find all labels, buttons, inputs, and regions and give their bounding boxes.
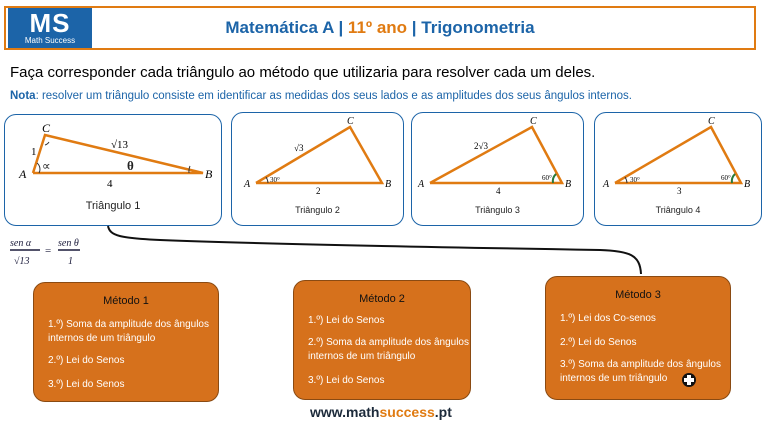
method-box-3[interactable] (545, 276, 731, 400)
method-step: internos de um triângulo (308, 351, 416, 362)
angle-alpha-label: ∝ (42, 159, 51, 173)
title-topic: Trigonometria (421, 18, 535, 37)
vertex-label: B (385, 179, 392, 190)
logo-ms-text: MS (29, 8, 71, 38)
method-step: 2.º) Soma da amplitude dos ângulos (308, 337, 469, 348)
method-step: 1.º) Lei dos Co-senos (560, 313, 656, 324)
site-part: www.math (310, 404, 380, 420)
note-body: : resolver um triângulo consiste em identificar as medidas dos seus lados e as amplitudes dos seus ângulos internos. (35, 90, 632, 102)
vertex-label: C (42, 121, 51, 135)
method-title: Método 1 (103, 295, 149, 307)
instruction-text: Faça corresponder cada triângulo ao método que utilizaria para resolver cada um deles. (10, 64, 596, 81)
side-label: 2√3 (474, 141, 488, 151)
title-separator: | (333, 18, 348, 37)
site-part: success (379, 404, 435, 420)
handwriting-text: = (45, 245, 52, 257)
side-label: 2 (316, 186, 321, 196)
method-step: 3.º) Soma da amplitude dos ângulos (560, 359, 721, 370)
title-year: 11º ano (347, 18, 408, 37)
vertex-label: A (244, 179, 251, 190)
handwriting-text: sen θ (58, 238, 79, 249)
side-label: √3 (294, 143, 304, 153)
side-label: 4 (496, 186, 501, 196)
triangle-label: Triângulo 1 (85, 200, 141, 212)
connector-line (108, 226, 641, 274)
handwriting-text: √13 (14, 256, 30, 267)
logo-subtitle: Math Success (24, 36, 76, 45)
title-subject: Matemática A (225, 18, 334, 37)
handwriting-text: 1 (68, 256, 73, 267)
site-part: .pt (434, 404, 452, 420)
vertex-label: A (418, 179, 425, 190)
method-step: internos de um triângulo (48, 333, 156, 344)
method-step: 1.º) Soma da amplitude dos ângulos (48, 319, 209, 330)
triangle-label: Triângulo 2 (295, 205, 340, 215)
vertex-label: A (19, 167, 27, 181)
method-step: 3.º) Lei do Senos (308, 375, 385, 386)
vertex-label: A (603, 179, 610, 190)
vertex-label: C (708, 116, 715, 127)
handwriting-text: sen α (10, 238, 32, 249)
title-separator: | (407, 18, 422, 37)
method-title: Método 3 (615, 289, 661, 301)
note-label: Nota (10, 90, 36, 102)
side-label: 3 (677, 186, 682, 196)
angle-label: 60° (542, 174, 552, 182)
side-label: 1 (31, 146, 37, 158)
method-box-1[interactable] (33, 282, 219, 402)
angle-theta-label: θ (127, 158, 134, 173)
vertex-label: B (565, 179, 572, 190)
vertex-label: C (530, 116, 537, 127)
triangle-label: Triângulo 4 (655, 205, 701, 215)
method-box-2[interactable] (293, 280, 471, 400)
method-step: 1.º) Lei do Senos (308, 315, 385, 326)
vertex-label: C (347, 116, 354, 127)
method-step: internos de um triângulo (560, 373, 668, 384)
cursor-icon (681, 372, 697, 388)
angle-label: 30° (270, 176, 280, 184)
method-step: 3.º) Lei do Senos (48, 379, 125, 390)
triangle-label: Triângulo 3 (475, 205, 520, 215)
website-link[interactable] (310, 404, 452, 420)
angle-label: 30° (630, 176, 640, 184)
vertex-label: B (744, 179, 751, 190)
method-title: Método 2 (359, 293, 405, 305)
method-step: 2.º) Lei do Senos (48, 355, 125, 366)
vertex-label: B (205, 167, 213, 181)
side-label: √13 (111, 139, 129, 151)
method-step: 2.º) Lei do Senos (560, 337, 637, 348)
side-label: 4 (107, 178, 113, 190)
angle-label: 60° (721, 174, 731, 182)
